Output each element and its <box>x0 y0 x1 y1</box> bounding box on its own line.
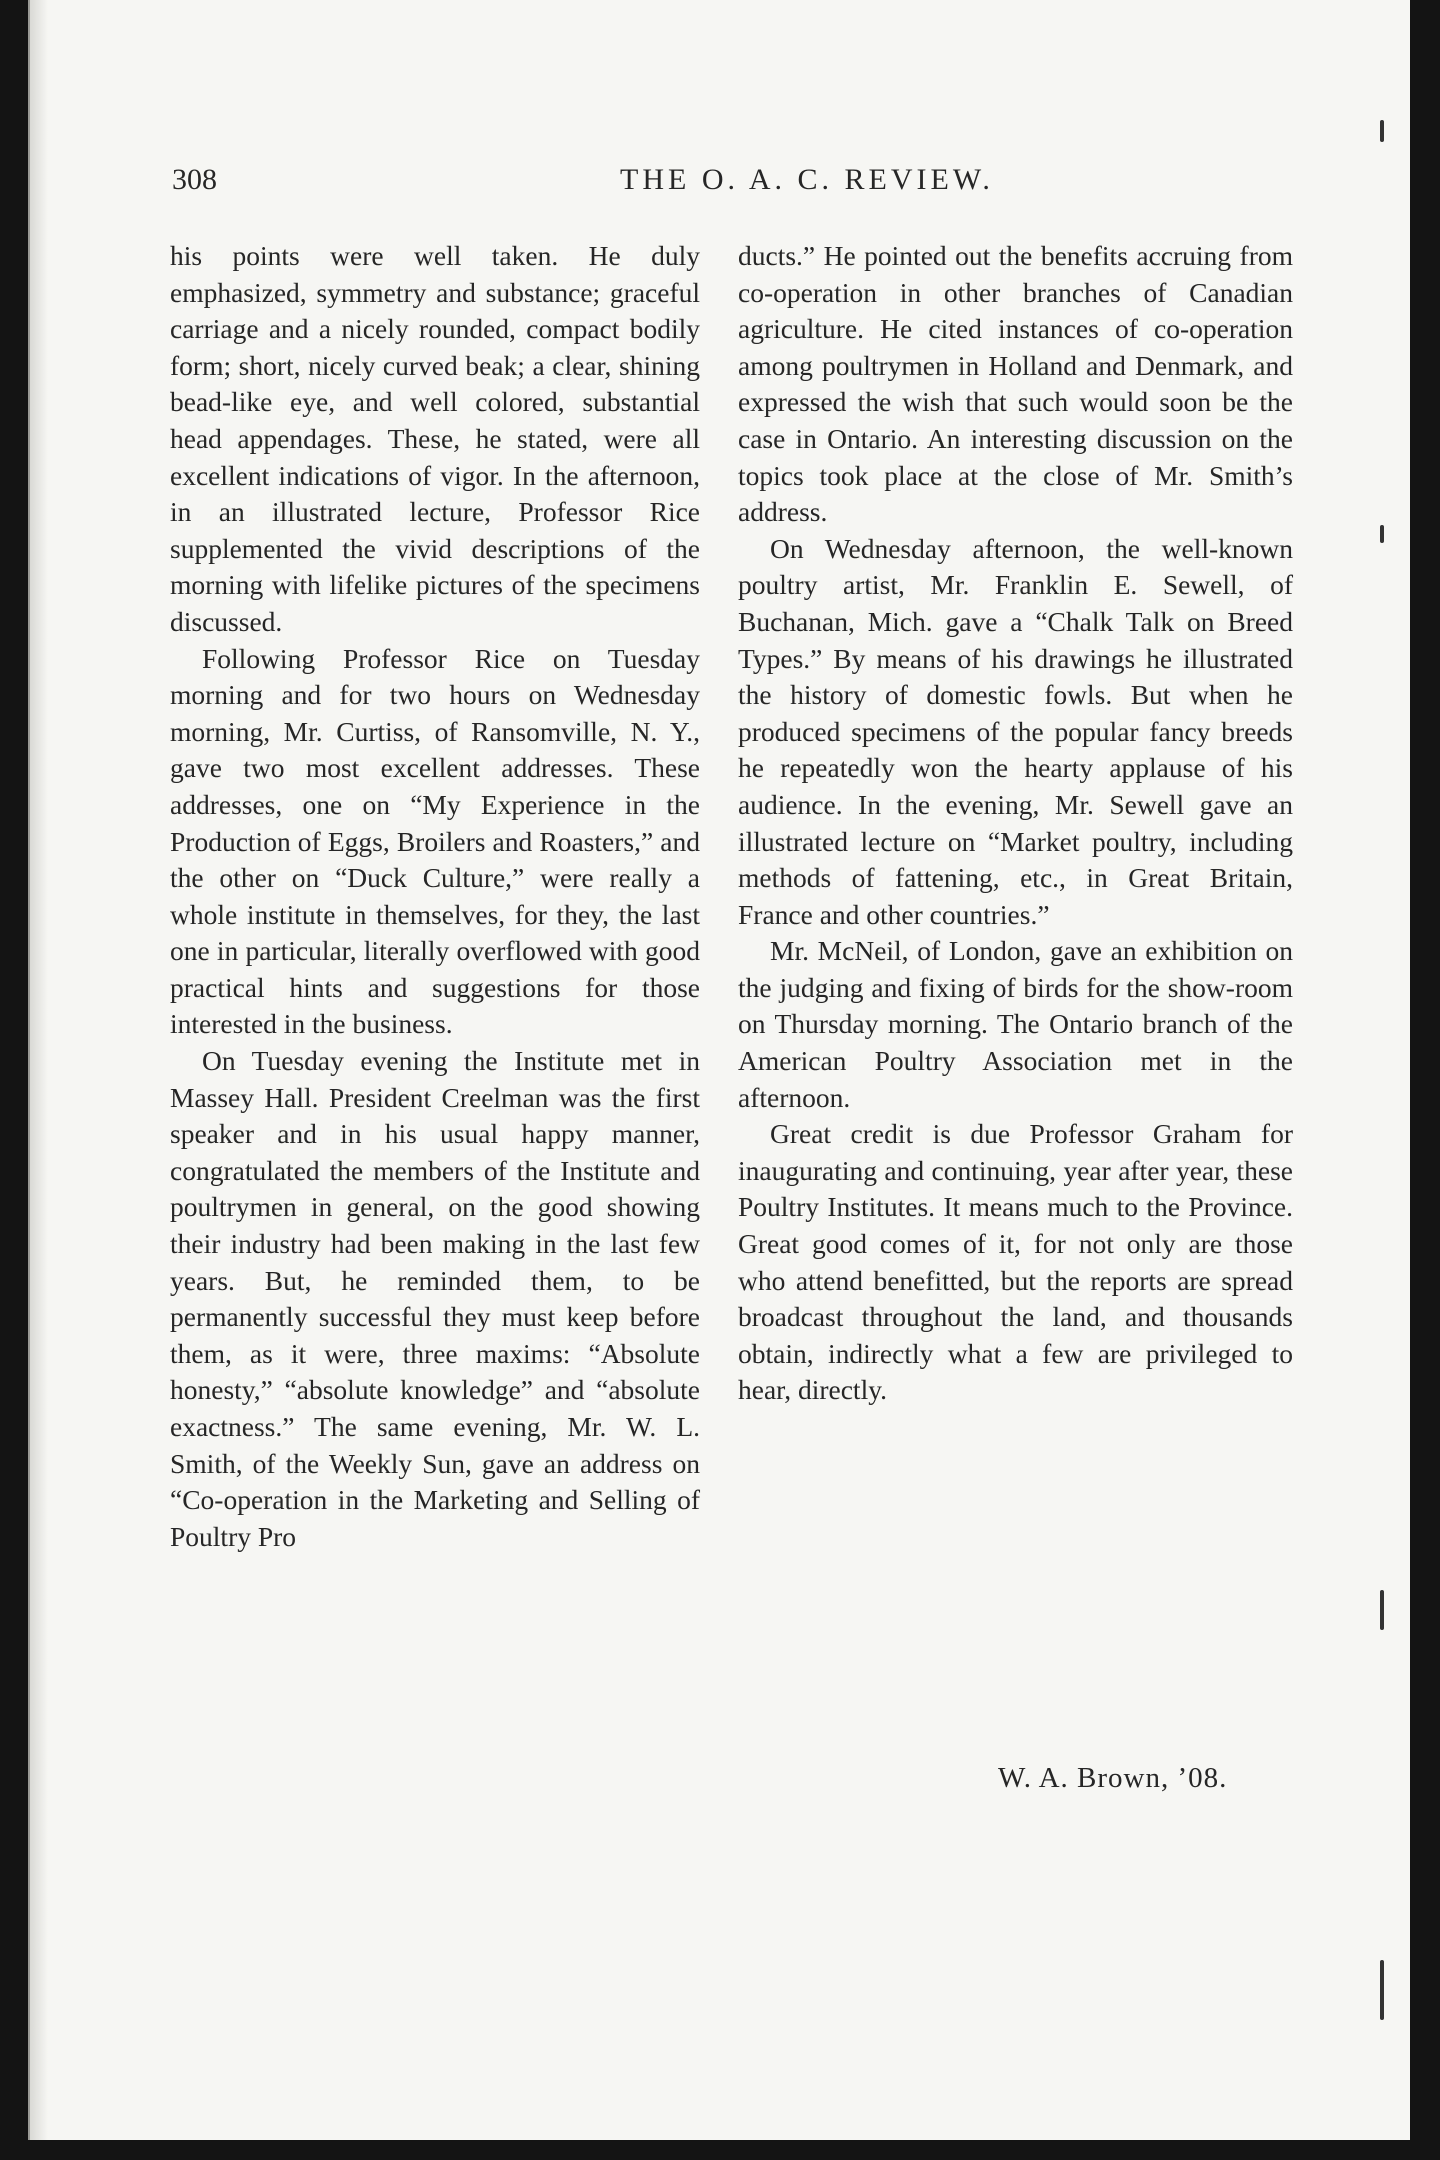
paragraph: Great credit is due Professor Graham for inaugurating and continuing, year after year, these Poultry Institutes. It means much to the Province. Great good comes of it, for not only are those who attend benefitted, but the reports are spread broadcast throughout the land, and thousands obtain, indirectly what a few are privileged to hear, directly. <box>738 1118 1293 1406</box>
paragraph: Mr. McNeil, of London, gave an exhibition on the judging and fixing of birds for the show-room on Thursday morning. The Ontario branch of the American Poultry Association met in the afternoon. <box>738 935 1293 1113</box>
page-number: 308 <box>172 163 217 196</box>
paragraph: On Wednesday afternoon, the well-known poultry artist, Mr. Franklin E. Sewell, of Buchanan, Mich. gave a “Chalk Talk on Breed Types.” By means of his drawings he illustrated the history of domestic fowls. But when he produced specimens of the popular fancy breeds he repeatedly won the hearty applause of his audience. In the evening, Mr. Sewell gave an illustrated lecture on “Market poultry, including methods of fattening, etc., in Great Britain, France and other countries.” <box>738 532 1293 930</box>
left-column <box>170 238 700 1555</box>
paragraph: ducts.” He pointed out the benefits accruing from co-operation in other branches of Canadian agriculture. He cited instances of co-operation among poultrymen in Holland and Denmark, and expressed the wish that such would soon be the case in Ontario. An interesting discussion on the topics took place at the close of Mr. Smith’s address. <box>738 240 1293 528</box>
right-column <box>738 238 1293 1409</box>
paragraph: On Tuesday evening the Institute met in Massey Hall. President Creelman was the first speaker and in his usual happy manner, congratulated the members of the Institute and poultrymen in general, on the good showing their industry had been making in the last few years. But, he reminded them, to be permanently successful they must keep before them, as it were, three maxims: “Absolute honesty,” “absolute knowledge” and “absolute exactness.” The same evening, Mr. W. L. Smith, of the Weekly Sun, gave an address on “Co-operation in the Marketing and Selling of Poultry Pro <box>170 1045 700 1552</box>
running-head <box>172 163 1332 213</box>
journal-title: THE O. A. C. REVIEW. <box>620 163 994 196</box>
paragraph: Following Professor Rice on Tuesday morning and for two hours on Wednesday morning, Mr. Curtiss, of Ransomville, N. Y., gave two most excellent addresses. These addresses, one on “My Experience in the Production of Eggs, Broilers and Roasters,” and the other on “Duck Culture,” were really a whole institute in themselves, for they, the last one in particular, literally overflowed with good practical hints and suggestions for those interested in the business. <box>170 642 700 1040</box>
page-binding-shadow <box>30 0 48 2140</box>
author-signature: W. A. Brown, ’08. <box>998 1762 1228 1794</box>
paragraph: his points were well taken. He duly emphasized, symmetry and substance; graceful carriage and a nicely rounded, compact bodily form; short, nicely curved beak; a clear, shining bead-like eye, and well colored, substantial head appendages. These, he stated, were all excellent indications of vigor. In the afternoon, in an illustrated lecture, Professor Rice supplemented the vivid descriptions of the morning with lifelike pictures of the specimens discussed. <box>170 240 700 637</box>
scan-artifacts <box>1376 120 1390 1720</box>
scanned-page <box>28 0 1410 2140</box>
